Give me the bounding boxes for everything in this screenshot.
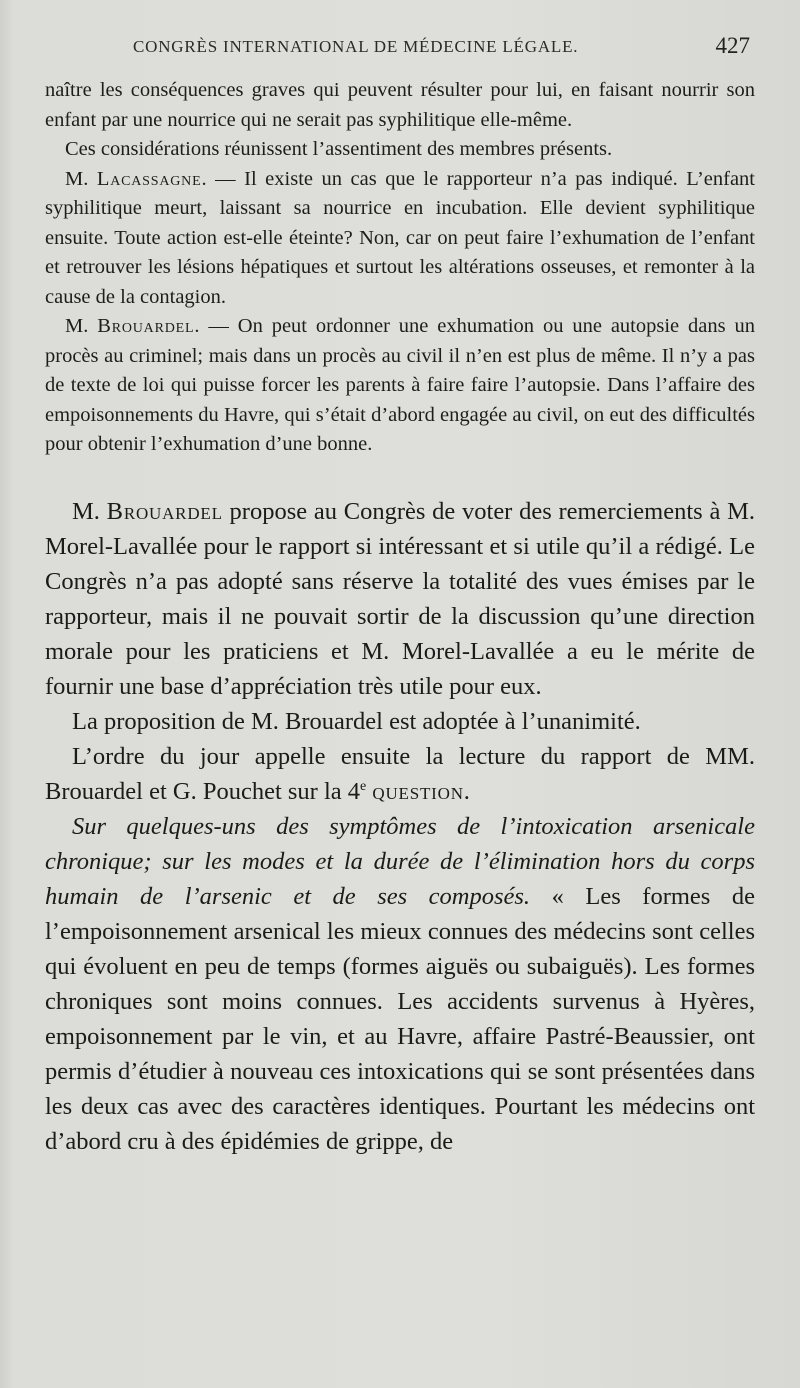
paragraph-assent: Ces considérations réunissent l’assentiment des membres présents. [65, 138, 613, 160]
speaker-name: Brouardel [106, 497, 223, 525]
page-body [45, 76, 755, 1159]
paragraph-text: propose au Congrès de voter des remerciements à M. Morel-Lavallée pour le rapport si intéressant et si utile qu’il a rédigé. Le Congrès n’a pas adopté sans réserve la totalité des vues émises par le rapporteur, mais il ne pouvait sortir de la discussion qu’une direction morale pour les praticiens et M. Morel-Lavallée a eu le mérite de fournir une base d’appréciation très utile pour eux. [45, 497, 755, 700]
ordinal-superscript: e [360, 778, 367, 794]
page-header [40, 30, 760, 64]
paragraph-lacassagne [45, 165, 755, 313]
speaker-prefix: M. [65, 315, 89, 337]
paragraph-text: « Les formes de l’empoisonnement arsenical les mieux connues des médecins sont celles qui évoluent en peu de temps (formes aiguës ou subaiguës). Les formes chroniques sont moins connues. Les accidents survenus à Hyères, empoisonnement par le vin, et au Havre, affaire Pastré-Beaussier, ont permis d’étudier à nouveau ces intoxications qui se sont présentées dans les deux cas avec des caractères identiques. Pourtant les médecins ont d’abord cru à des épidémies de grippe, de [45, 882, 755, 1155]
paragraph-report [45, 809, 755, 1159]
paragraph-text: L’ordre du jour appelle ensuite la lecture du rapport de MM. Brouardel et G. Pouchet sur la 4 [45, 742, 755, 805]
speaker-name: Brouardel [97, 315, 195, 337]
question-label: question [372, 777, 464, 805]
page-number: 427 [715, 33, 750, 58]
paragraph-adoption: La proposition de M. Brouardel est adoptée à l’unanimité. [72, 707, 641, 735]
section-gap [45, 460, 755, 494]
running-head: CONGRÈS INTERNATIONAL DE MÉDECINE LÉGALE. [133, 37, 579, 56]
paragraph-text: . — On peut ordonner une exhumation ou une autopsie dans un procès au criminel; mais dans un procès au civil il n’en est plus de même. Il n’y a pas de texte de loi qui puisse forcer les parents à faire faire l’autopsie. Dans l’affaire des empoisonnements du Havre, qui s’était d’abord engagée au civil, on eut des difficultés pour obtenir l’exhumation d’une bonne. [45, 315, 755, 455]
proceedings-section [45, 494, 755, 1159]
speaker-name: Lacassagne [96, 167, 202, 190]
paragraph-text: . — Il existe un cas que le rapporteur n’a pas indiqué. L’enfant syphilitique meurt, laissant sa nourrice en incubation. Elle devient syphilitique ensuite. Toute action est-elle éteinte? Non, car on peut faire l’exhumation de l’enfant et retrouver les lésions hépatiques et surtout les altérations osseuses, et remonter à la cause de la contagion. [45, 167, 755, 308]
paragraph-order-of-day [45, 739, 755, 809]
speaker-prefix: M. [65, 167, 89, 190]
speaker-prefix: M. [72, 497, 100, 525]
report-title: Sur quelques-uns des symptômes de l’intoxication arsenicale chronique; sur les modes et la durée de l’élimination hors du corps humain de l’arsenic et de ses composés. [45, 812, 755, 910]
discussion-section [45, 76, 755, 460]
paragraph-proposal [45, 494, 755, 704]
paragraph-end-punctuation: . [463, 777, 470, 805]
paragraph-brouardel [45, 312, 755, 460]
paragraph-continuation: naître les conséquences graves qui peuvent résulter pour lui, en faisant nourrir son enfant par une nourrice qui ne serait pas syphilitique elle-même. [45, 79, 755, 131]
